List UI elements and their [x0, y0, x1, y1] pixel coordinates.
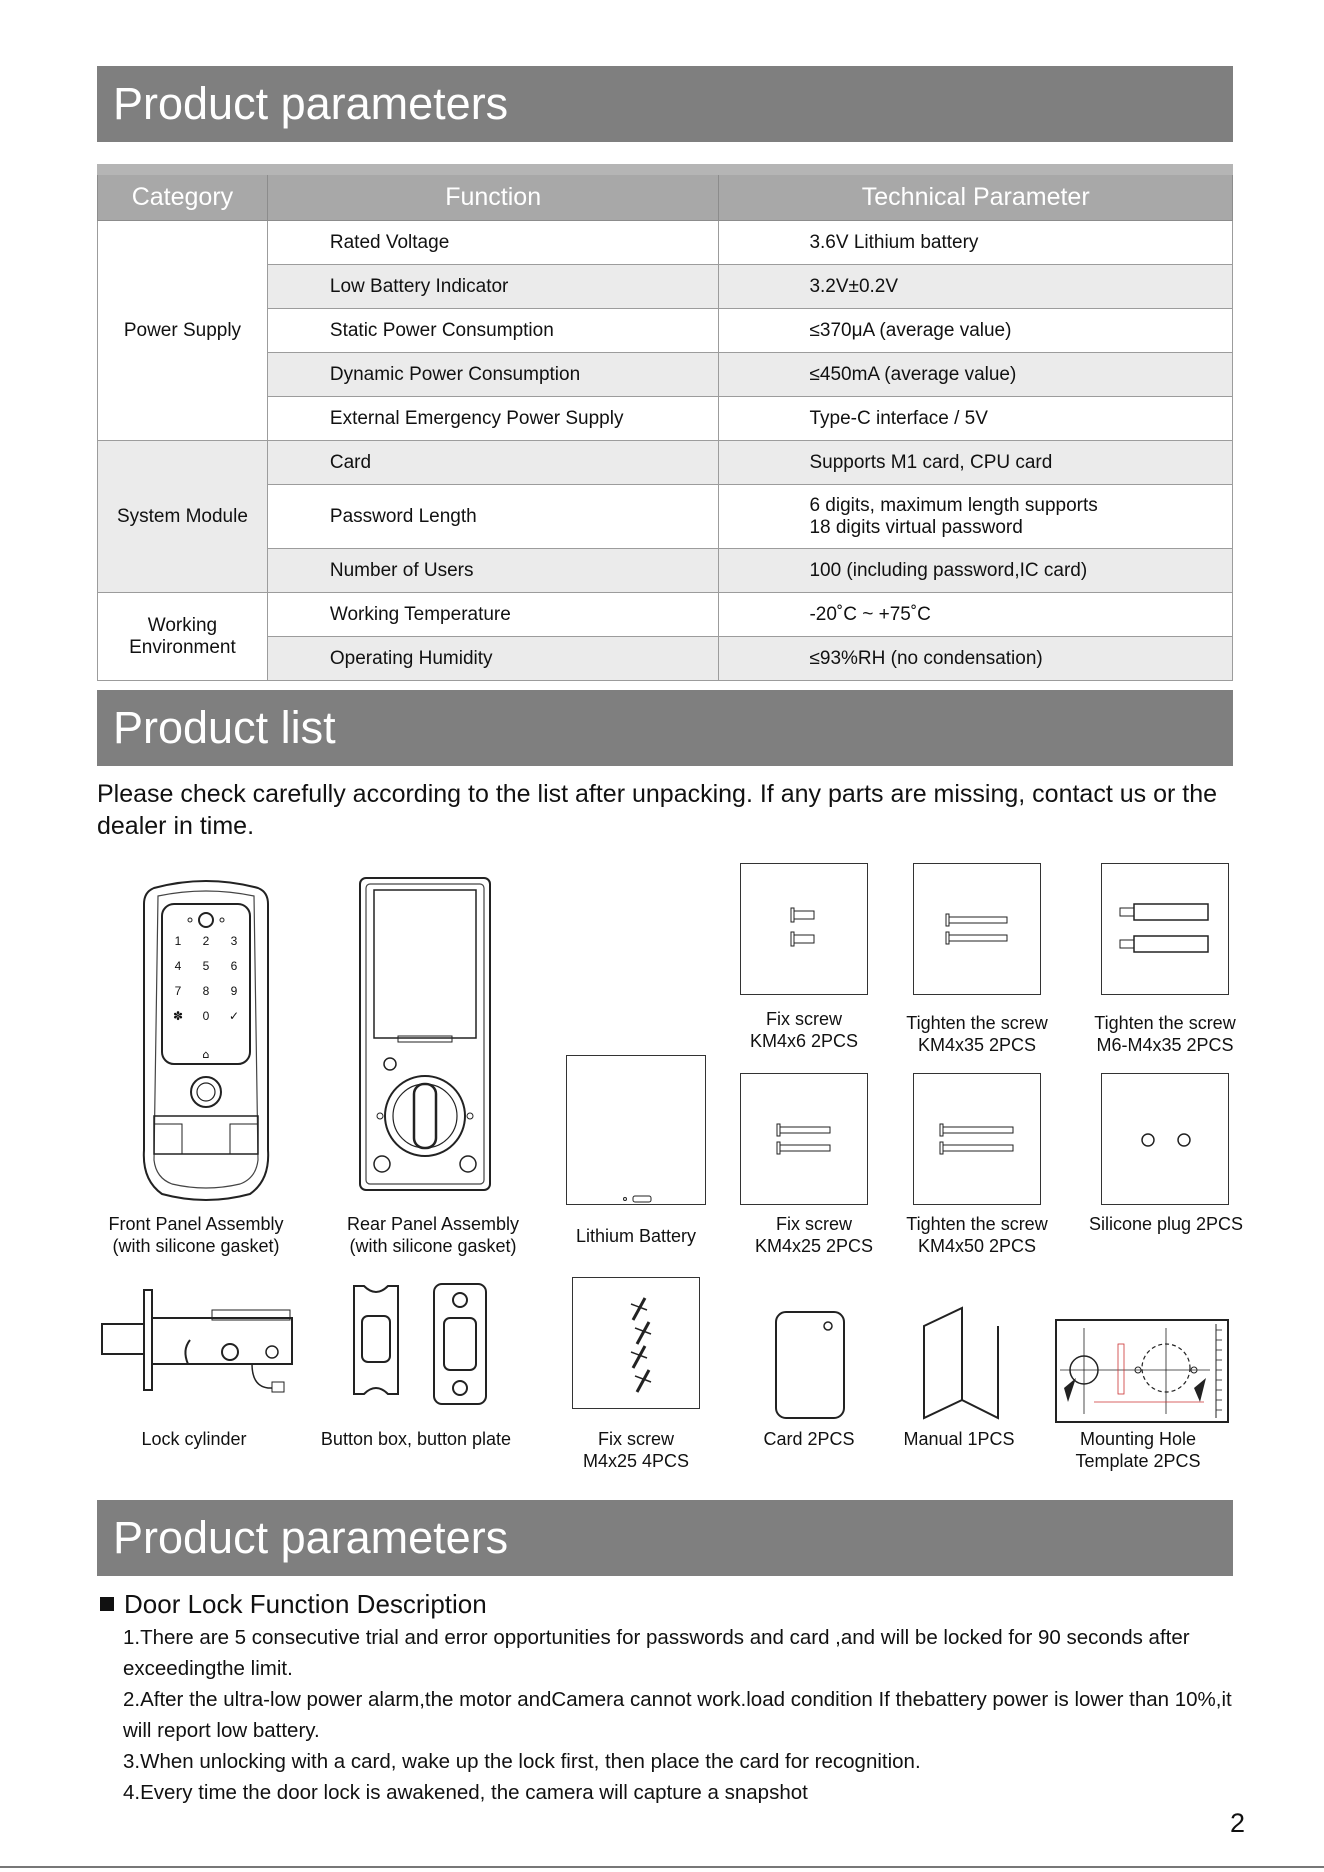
category-line-2: Environment [129, 636, 236, 658]
caption-line: Tighten the screw [1094, 1013, 1236, 1033]
long-screw-icon [946, 914, 1010, 946]
bullet-square-icon [100, 1597, 114, 1611]
section-title-product-parameters: Product parameters [97, 66, 1233, 142]
wood-screw-icon [619, 1296, 659, 1396]
section-title-product-list: Product list [97, 690, 1233, 766]
key-7: 7 [174, 984, 182, 998]
caption-line: Mounting Hole [1079, 1429, 1197, 1449]
category-working-environment [98, 593, 268, 681]
fix-screw-m4x25-box [572, 1277, 700, 1409]
caption-line: KM4x6 2PCS [749, 1031, 859, 1051]
function-cell: Low Battery Indicator [267, 265, 719, 309]
description-item: 3.When unlocking with a card, wake up the lock first, then place the card for recognition. [123, 1750, 921, 1773]
longest-screw-icon [940, 1124, 1016, 1156]
caption-manual: Manual 1PCS [903, 1429, 1015, 1449]
caption-line: (with silicone gasket) [112, 1236, 280, 1256]
medium-screw-icon [777, 1124, 833, 1156]
caption-line: M4x25 4PCS [582, 1451, 690, 1471]
page-number: 2 [1230, 1808, 1246, 1838]
category-power-supply: Power Supply [98, 221, 268, 441]
parameter-cell: ≤370μA (average value) [719, 309, 1233, 353]
parameter-cell: 3.6V Lithium battery [719, 221, 1233, 265]
parameter-cell: 3.2V±0.2V [719, 265, 1233, 309]
function-cell: Rated Voltage [267, 221, 719, 265]
table-row [98, 441, 1233, 485]
section-title-product-parameters-2: Product parameters [97, 1500, 1233, 1576]
parameter-cell: ≤93%RH (no condensation) [719, 637, 1233, 681]
key-star: ✽ [172, 1009, 184, 1023]
sleeve-screw-icon [1120, 904, 1212, 956]
caption-button-box: Button box, button plate [320, 1429, 512, 1449]
caption-fix-km4x6 [724, 1008, 884, 1052]
key-3: 3 [230, 934, 238, 948]
lock-cylinder-illustration [102, 1290, 298, 1398]
function-description-list [123, 1622, 1253, 1808]
key-2: 2 [202, 934, 210, 948]
caption-line: Front Panel Assembly [108, 1214, 284, 1234]
key-1: 1 [174, 934, 182, 948]
parameters-table [97, 164, 1233, 681]
caption-line: Fix screw [766, 1009, 842, 1029]
category-line-1: Working [147, 614, 218, 636]
caption-card: Card 2PCS [763, 1429, 855, 1449]
key-4: 4 [174, 959, 182, 973]
front-panel-illustration [136, 880, 276, 1202]
parameter-cell: Supports M1 card, CPU card [719, 441, 1233, 485]
category-system-module: System Module [98, 441, 268, 593]
table-row [98, 265, 1233, 309]
caption-line: Rear Panel Assembly [346, 1214, 520, 1234]
caption-line: KM4x35 2PCS [917, 1035, 1037, 1055]
caption-line: (with silicone gasket) [349, 1236, 517, 1256]
battery-terminal-icon [623, 1196, 653, 1204]
fix-screw-km4x25-box [740, 1073, 868, 1205]
silicone-plug-icon [1140, 1132, 1192, 1148]
keypad [164, 935, 248, 1023]
caption-line: Tighten the screw [906, 1013, 1048, 1033]
caption-line: KM4x25 2PCS [754, 1236, 874, 1256]
table-row [98, 221, 1233, 265]
rear-panel-illustration [358, 876, 492, 1192]
svg-text:⌂: ⌂ [202, 1048, 210, 1061]
short-screw-icon [791, 908, 817, 948]
key-check: ✓ [228, 1009, 240, 1023]
tighten-screw-m6-box [1101, 863, 1229, 995]
key-0: 0 [202, 1009, 210, 1023]
parameter-cell: ≤450mA (average value) [719, 353, 1233, 397]
function-cell: Dynamic Power Consumption [267, 353, 719, 397]
card-illustration [774, 1310, 846, 1420]
table-row [98, 593, 1233, 637]
caption-tighten-km4x35 [897, 1012, 1057, 1056]
description-item: 2.After the ultra-low power alarm,the motor andCamera cannot work.load condition If thebattery power is lower than 10%,it will report low battery. [123, 1688, 1232, 1742]
parameter-cell: Type-C interface / 5V [719, 397, 1233, 441]
manual-illustration [920, 1306, 1002, 1420]
caption-line: KM4x50 2PCS [917, 1236, 1037, 1256]
button-box-illustration [350, 1282, 490, 1406]
parameter-line-2: 18 digits virtual password [809, 516, 1023, 538]
caption-lock-cylinder: Lock cylinder [141, 1429, 247, 1449]
caption-tighten-m6 [1077, 1012, 1253, 1056]
tighten-screw-km4x35-box [913, 863, 1041, 995]
caption-tighten-km4x50 [897, 1213, 1057, 1257]
key-5: 5 [202, 959, 210, 973]
function-cell: Operating Humidity [267, 637, 719, 681]
caption-rear-panel [333, 1213, 533, 1257]
parameter-cell: 100 (including password,IC card) [719, 549, 1233, 593]
parameter-cell [719, 485, 1233, 549]
bottom-rule [0, 1866, 1324, 1868]
table-row [98, 637, 1233, 681]
caption-line: Tighten the screw [906, 1214, 1048, 1234]
table-header-row [98, 170, 1233, 221]
parameter-cell: -20˚C ~ +75˚C [719, 593, 1233, 637]
table-row [98, 353, 1233, 397]
mounting-template-illustration [1054, 1318, 1230, 1424]
function-cell: Password Length [267, 485, 719, 549]
key-8: 8 [202, 984, 210, 998]
table-row [98, 485, 1233, 549]
description-item: 4.Every time the door lock is awakened, the camera will capture a snapshot [123, 1781, 808, 1804]
table-row [98, 397, 1233, 441]
function-cell: Number of Users [267, 549, 719, 593]
function-cell: External Emergency Power Supply [267, 397, 719, 441]
caption-front-panel [96, 1213, 296, 1257]
caption-mounting-template [1048, 1428, 1228, 1472]
caption-fix-m4x25 [556, 1428, 716, 1472]
caption-fix-km4x25 [724, 1213, 904, 1257]
key-9: 9 [230, 984, 238, 998]
caption-battery: Lithium Battery [575, 1226, 697, 1246]
function-cell: Card [267, 441, 719, 485]
product-list-intro: Please check carefully according to the list after unpacking. If any parts are missing, contact us or the dealer in time. [97, 780, 1218, 840]
table-row [98, 309, 1233, 353]
tighten-screw-km4x50-box [913, 1073, 1041, 1205]
header-function: Function [267, 170, 719, 221]
function-cell: Static Power Consumption [267, 309, 719, 353]
silicone-plug-box [1101, 1073, 1229, 1205]
caption-silicone-plug: Silicone plug 2PCS [1088, 1214, 1244, 1234]
caption-line: M6-M4x35 2PCS [1096, 1035, 1234, 1055]
parameter-line-1: 6 digits, maximum length supports [809, 494, 1098, 516]
battery-box [566, 1055, 706, 1205]
table-row [98, 549, 1233, 593]
description-item: 1.There are 5 consecutive trial and error opportunities for passwords and card ,and will be locked for 90 seconds after exceedingthe limit. [123, 1626, 1190, 1680]
header-category: Category [98, 170, 268, 221]
caption-line: Fix screw [776, 1214, 852, 1234]
caption-line: Template 2PCS [1075, 1451, 1201, 1471]
key-6: 6 [230, 959, 238, 973]
heading-text: Door Lock Function Description [124, 1589, 487, 1619]
header-technical-parameter: Technical Parameter [719, 170, 1233, 221]
function-cell: Working Temperature [267, 593, 719, 637]
caption-line: Fix screw [598, 1429, 674, 1449]
function-description-heading [100, 1589, 487, 1620]
fix-screw-km4x6-box [740, 863, 868, 995]
